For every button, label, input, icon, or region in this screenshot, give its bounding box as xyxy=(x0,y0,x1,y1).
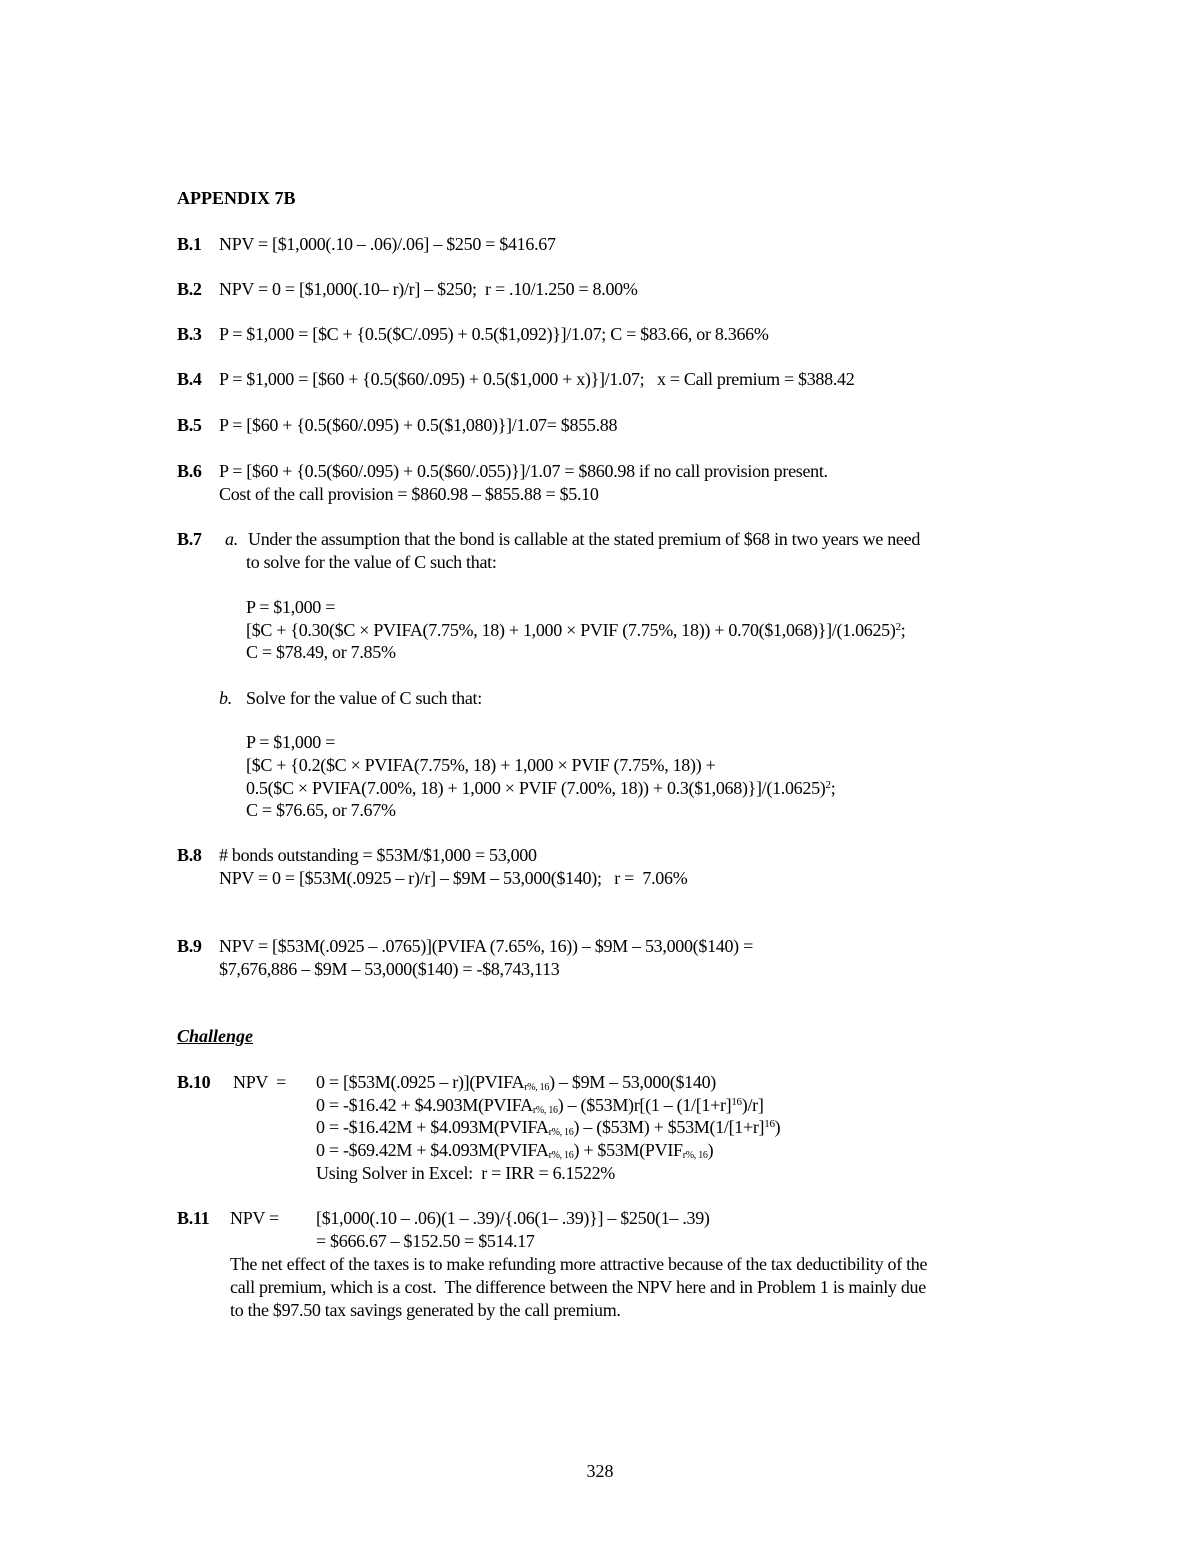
b10-line4-b: ) + $53M(PVIF xyxy=(573,1140,683,1160)
part-b-eq4: C = $76.65, or 7.67% xyxy=(246,800,396,820)
problem-b5-text: P = [$60 + {0.5($60/.095) + 0.5($1,080)}]/1.07= $855.88 xyxy=(219,415,618,435)
problem-label-b5: B.5 xyxy=(177,415,202,435)
part-b-eq3-exponent: 2 xyxy=(825,779,831,791)
b10-line1-sub: r%, 16 xyxy=(524,1082,550,1093)
part-a-eq3: C = $78.49, or 7.85% xyxy=(246,642,396,662)
b10-line5: Using Solver in Excel: r = IRR = 6.1522% xyxy=(316,1163,615,1183)
appendix-title: APPENDIX 7B xyxy=(177,188,296,208)
problem-b8-line1: # bonds outstanding = $53M/$1,000 = 53,000 xyxy=(219,845,537,865)
b10-line4-sub2: r%, 16 xyxy=(682,1150,708,1161)
part-a-line1: Under the assumption that the bond is callable at the stated premium of $68 in two years we need xyxy=(248,529,921,549)
problem-label-b7: B.7 xyxy=(177,529,202,549)
b10-line3-b: ) – ($53M) + $53M(1/[1+r] xyxy=(573,1117,765,1137)
problem-b1-text: NPV = [$1,000(.10 – .06)/.06] – $250 = $416.67 xyxy=(219,234,556,254)
part-b-eq2: [$C + {0.2($C × PVIFA(7.75%, 18) + 1,000 × PVIF (7.75%, 18)) + xyxy=(246,755,716,775)
problem-label-b1: B.1 xyxy=(177,234,202,254)
b10-line4-sub: r%, 16 xyxy=(548,1150,574,1161)
problem-label-b9: B.9 xyxy=(177,936,202,956)
problem-b6-line2: Cost of the call provision = $860.98 – $855.88 = $5.10 xyxy=(219,484,599,504)
part-b-eq1: P = $1,000 = xyxy=(246,732,336,752)
part-a-letter: a. xyxy=(225,529,238,549)
problem-b9-line2: $7,676,886 – $9M – 53,000($140) = -$8,743,113 xyxy=(219,959,560,979)
b10-line3-sup: 16 xyxy=(764,1118,775,1130)
problem-label-b4: B.4 xyxy=(177,369,202,389)
b11-paragraph-line2: call premium, which is a cost. The difference between the NPV here and in Problem 1 is mainly due xyxy=(230,1277,926,1297)
b11-line1: [$1,000(.10 – .06)(1 – .39)/{.06(1– .39)}] – $250(1– .39) xyxy=(316,1208,710,1228)
b10-npv-label: NPV = xyxy=(233,1072,287,1092)
b10-line2-b: ) – ($53M)r[(1 – (1/[1+r] xyxy=(557,1095,732,1115)
problem-label-b3: B.3 xyxy=(177,324,202,344)
problem-b3-text: P = $1,000 = [$C + {0.5($C/.095) + 0.5($1,092)}]/1.07; C = $83.66, or 8.366% xyxy=(219,324,769,344)
part-b-line1: Solve for the value of C such that: xyxy=(246,688,482,708)
b10-line1-b: ) – $9M – 53,000($140) xyxy=(549,1072,716,1092)
part-b-eq3-end: ; xyxy=(830,778,836,798)
problem-label-b2: B.2 xyxy=(177,279,202,299)
problem-b9-line1: NPV = [$53M(.0925 – .0765)](PVIFA (7.65%, 16)) – $9M – 53,000($140) = xyxy=(219,936,753,956)
b10-line2-a: 0 = -$16.42 + $4.903M(PVIFA xyxy=(316,1095,533,1115)
b11-paragraph-line3: to the $97.50 tax savings generated by the call premium. xyxy=(230,1300,621,1320)
problem-b8-line2: NPV = 0 = [$53M(.0925 – r)/r] – $9M – 53,000($140); r = 7.06% xyxy=(219,868,688,888)
b10-line4-c: ) xyxy=(707,1140,714,1160)
b10-line2-sup: 16 xyxy=(731,1096,742,1108)
problem-b6-line1: P = [$60 + {0.5($60/.095) + 0.5($60/.055)}]/1.07 = $860.98 if no call provision present. xyxy=(219,461,828,481)
part-a-eq2-main: [$C + {0.30($C × PVIFA(7.75%, 18) + 1,000 × PVIF (7.75%, 18)) + 0.70($1,068)}]/(1.0625) xyxy=(246,620,896,640)
part-b-eq3-main: 0.5($C × PVIFA(7.00%, 18) + 1,000 × PVIF (7.00%, 18)) + 0.3($1,068)}]/(1.0625) xyxy=(246,778,826,798)
problem-b2-text: NPV = 0 = [$1,000(.10– r)/r] – $250; r = .10/1.250 = 8.00% xyxy=(219,279,638,299)
problem-b4-text: P = $1,000 = [$60 + {0.5($60/.095) + 0.5($1,000 + x)}]/1.07; x = Call premium = $388.42 xyxy=(219,369,855,389)
part-a-eq2 xyxy=(246,619,905,641)
problem-label-b6: B.6 xyxy=(177,461,202,481)
part-a-eq1: P = $1,000 = xyxy=(246,597,336,617)
part-a-line2: to solve for the value of C such that: xyxy=(246,552,497,572)
part-b-eq3 xyxy=(246,777,835,799)
problem-label-b8: B.8 xyxy=(177,845,202,865)
challenge-heading: Challenge xyxy=(177,1026,254,1046)
part-b-letter: b. xyxy=(219,688,232,708)
b10-line2-c: )/r] xyxy=(741,1095,764,1115)
page-number: 328 xyxy=(586,1461,614,1481)
problem-label-b10: B.10 xyxy=(177,1072,211,1092)
b10-line4-a: 0 = -$69.42M + $4.093M(PVIFA xyxy=(316,1140,549,1160)
problem-label-b11: B.11 xyxy=(177,1208,210,1228)
b11-line2: = $666.67 – $152.50 = $514.17 xyxy=(316,1231,535,1251)
part-a-eq2-end: ; xyxy=(900,620,906,640)
b10-line1-a: 0 = [$53M(.0925 – r)](PVIFA xyxy=(316,1072,525,1092)
b11-paragraph-line1: The net effect of the taxes is to make refunding more attractive because of the tax deductibility of the xyxy=(230,1254,928,1274)
b10-line3-c: ) xyxy=(774,1117,781,1137)
b11-npv-label: NPV = xyxy=(230,1208,279,1228)
b10-line2-sub: r%, 16 xyxy=(532,1105,558,1116)
b10-line3-a: 0 = -$16.42M + $4.093M(PVIFA xyxy=(316,1117,549,1137)
part-a-eq2-exponent: 2 xyxy=(895,621,901,633)
b10-line3-sub: r%, 16 xyxy=(548,1127,574,1138)
